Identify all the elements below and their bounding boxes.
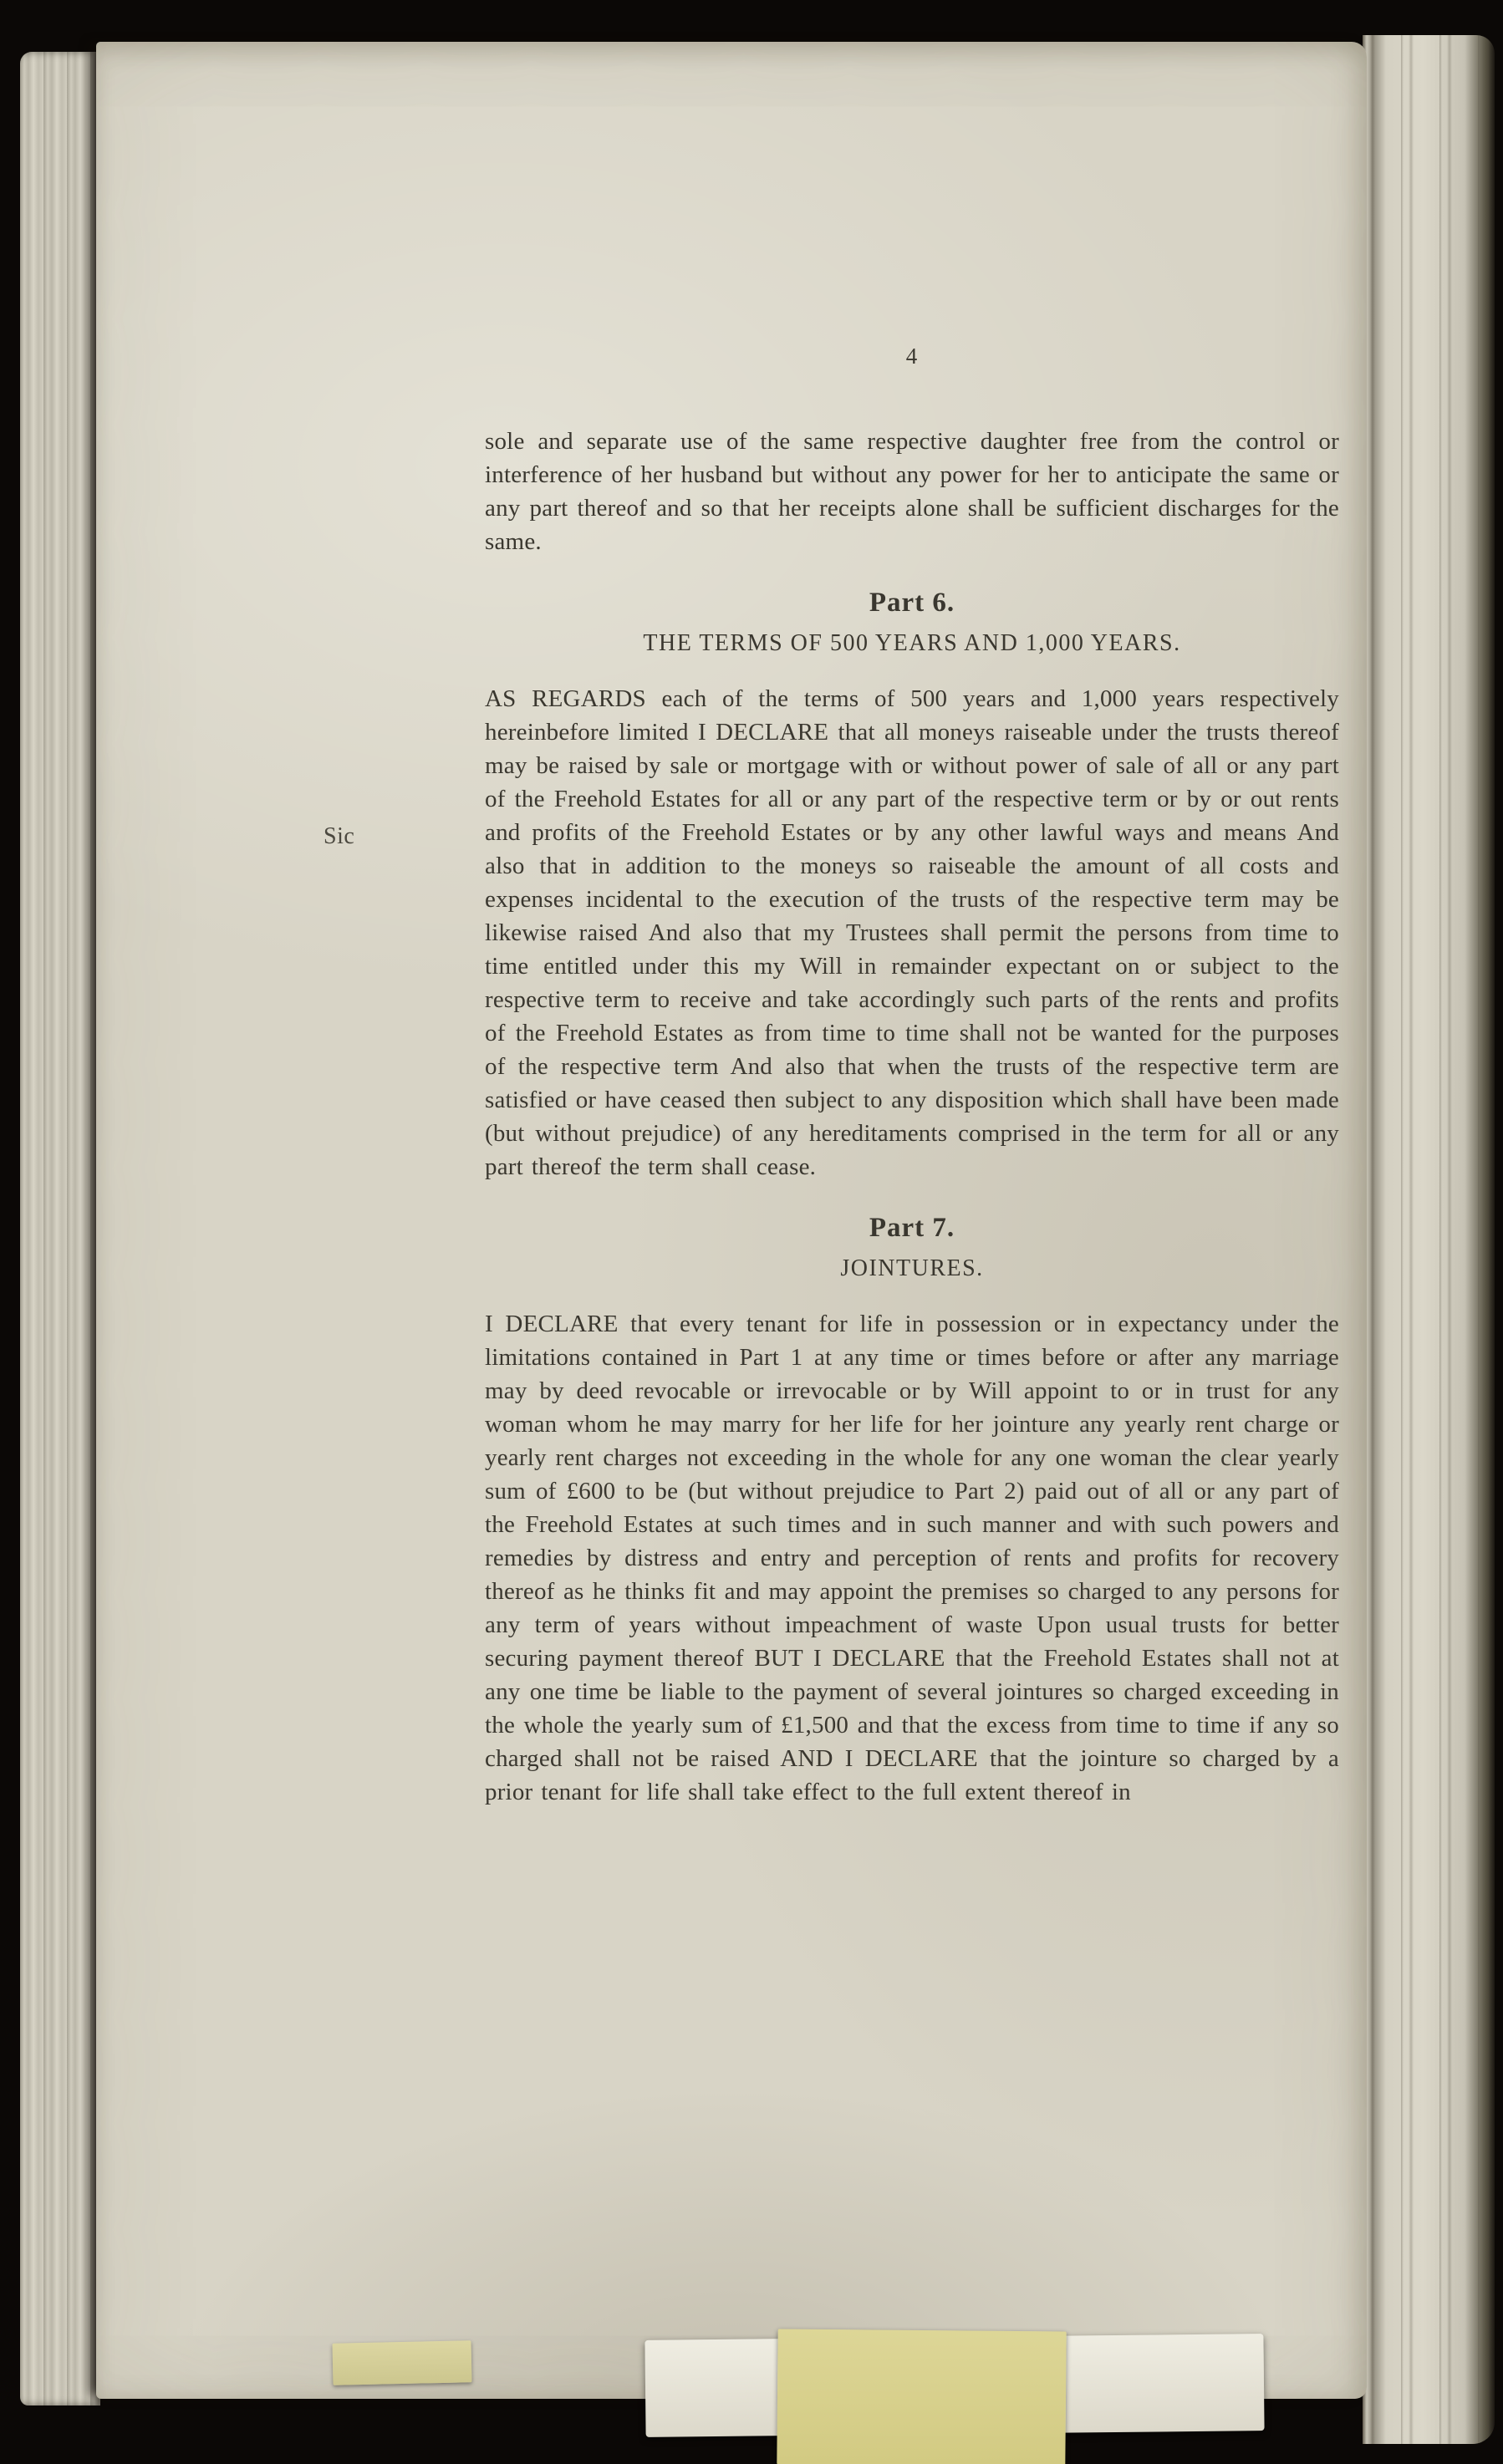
left-page-stack-edges [20, 52, 100, 2405]
part6-subheading: THE TERMS OF 500 YEARS AND 1,000 YEARS. [643, 630, 1181, 656]
margin-note-sic: Sic [324, 823, 355, 849]
continuation-paragraph: sole and separate use of the same respective daughter free from the control or interference of her husband but without any power for her to anticipate the same or any part thereof and so that her receipts alone shall be sufficient discharges for the same. [485, 428, 1339, 555]
part7-body-paragraph: I DECLARE that every tenant for life in possession or in expectancy under the limitations contained in Part 1 at any time or times before or after any marriage may by deed revocable or irrevocable or by Will appoint to or in trust for any woman whom he may marry for her life for her jointure any yearly rent charge or yearly rent charges not exceeding in the whole for any one woman the clear yearly sum of £600 to be (but without prejudice to Part 2) paid out of all or any part of the Freehold Estates at such times and in such manner and with such powers and remedies by distress and entry and perception of rents and profits for recovery thereof as he thinks fit and may appoint the premises so charged to any persons for any term of years without impeachment of waste Upon usual trusts for better securing payment thereof BUT I DECLARE that the Freehold Estates shall not at any one time be liable to the payment of several jointures so charged exceeding in the whole the yearly sum of £1,500 and that the excess from time to time if any so charged shall not be raised AND I DECLARE that the jointure so charged by a prior tenant for life shall take effect to the full extent thereof in [485, 1311, 1339, 1805]
right-page-edge [1363, 35, 1495, 2444]
sticky-note-tab [332, 2340, 471, 2385]
page-number: 4 [905, 344, 919, 369]
text-column [485, 339, 1339, 1809]
part7-subheading: JOINTURES. [840, 1255, 984, 1281]
sticky-note [777, 2329, 1066, 2464]
part6-heading: Part 6. [869, 588, 955, 618]
part7-heading: Part 7. [869, 1213, 955, 1243]
document-page [96, 42, 1367, 2399]
part6-body-paragraph: AS REGARDS each of the terms of 500 years and 1,000 years respectively hereinbefore limited I DECLARE that all moneys raiseable under the trusts thereof may be raised by sale or mortgage with or without power of sale of all or any part of the Freehold Estates for all or any part of the respective term or by or out rents and profits of the Freehold Estates or by any other lawful ways and means And also that in addition to the moneys so raiseable the amount of all costs and expenses incidental to the execution of the trusts of the respective term may be likewise raised And also that my Trustees shall permit the persons from time to time entitled under this my Will in remainder expectant on or subject to the respective term to receive and take accordingly such parts of the rents and profits of the Freehold Estates as from time to time shall not be wanted for the purposes of the respective term And also that when the trusts of the respective term are satisfied or have ceased then subject to any disposition which shall have been made (but without prejudice) of any hereditaments comprised in the term for all or any part thereof the term shall cease. [485, 685, 1339, 1180]
